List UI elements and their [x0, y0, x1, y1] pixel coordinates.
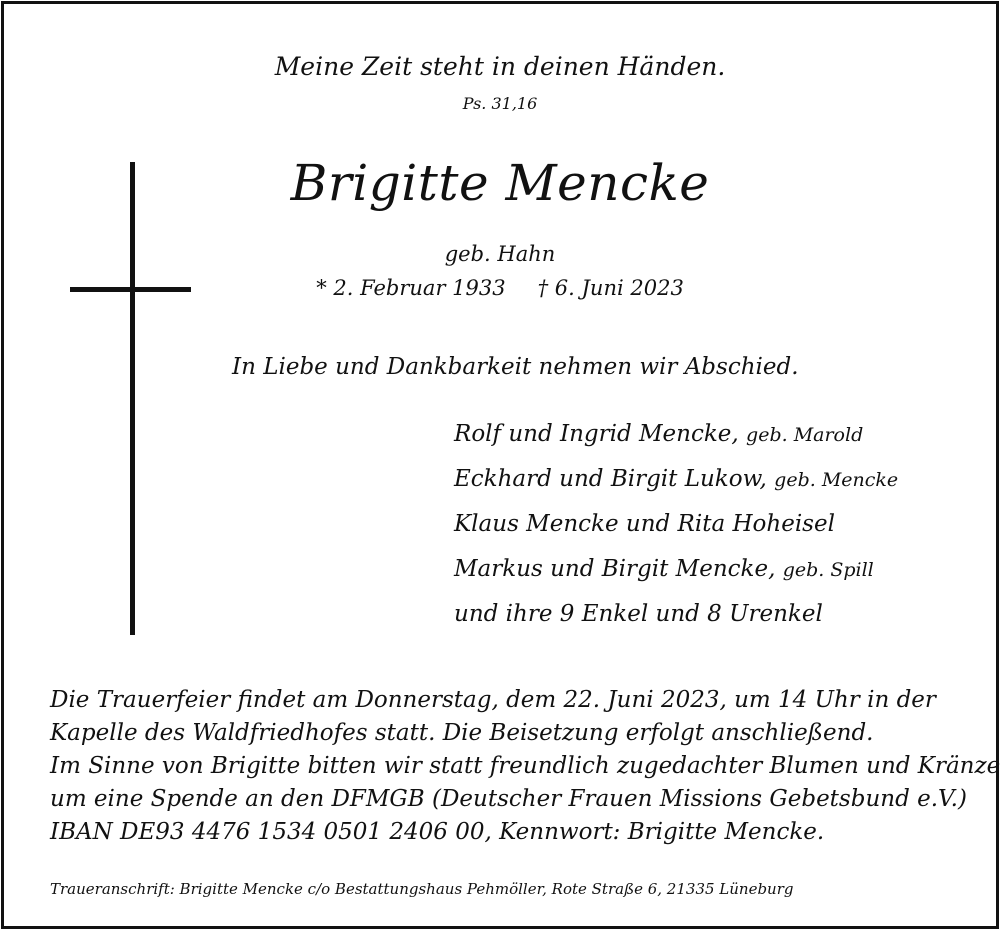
mourners-list — [454, 414, 898, 639]
donation-line: Im Sinne von Brigitte bitten wir statt freundlich zugedachter Blumen und Kränze — [50, 753, 1000, 779]
farewell-text: In Liebe und Dankbarkeit nehmen wir Abschied. — [232, 354, 799, 380]
mourner-line — [454, 414, 898, 459]
mourner-names: Klaus Mencke und Rita Hoheisel — [454, 511, 835, 537]
mourner-note: geb. Mencke — [774, 469, 899, 491]
death-date: † 6. Juni 2023 — [537, 276, 684, 300]
iban-line: IBAN DE93 4476 1534 0501 2406 00, Kennwort: Brigitte Mencke. — [50, 819, 825, 845]
birth-date: * 2. Februar 1933 — [316, 276, 506, 300]
mourner-note: geb. Marold — [746, 424, 864, 446]
mourner-line — [454, 594, 898, 639]
ceremony-line: Kapelle des Waldfriedhofes statt. Die Beisetzung erfolgt anschließend. — [50, 720, 874, 746]
cross-icon — [130, 162, 135, 635]
life-dates — [4, 276, 996, 300]
mourner-line — [454, 459, 898, 504]
mourning-address: Traueranschrift: Brigitte Mencke c/o Bestattungshaus Pehmöller, Rote Straße 6, 21335 Lüneburg — [50, 880, 794, 898]
psalm-reference: Ps. 31,16 — [462, 94, 538, 113]
motto: Meine Zeit steht in deinen Händen. — [274, 52, 726, 81]
obituary-notice — [1, 1, 999, 929]
ceremony-info — [50, 684, 1000, 849]
ceremony-line: Die Trauerfeier findet am Donnerstag, dem 22. Juni 2023, um 14 Uhr in der — [50, 687, 936, 713]
mourner-line — [454, 549, 898, 594]
mourner-note: geb. Spill — [782, 559, 874, 581]
mourner-line — [454, 504, 898, 549]
donation-line: um eine Spende an den DFMGB (Deutscher Frauen Missions Gebetsbund e.V.) — [50, 786, 967, 812]
mourner-names: Eckhard und Birgit Lukow, — [454, 466, 767, 492]
mourner-names: Markus und Birgit Mencke, — [454, 556, 776, 582]
maiden-name: geb. Hahn — [444, 242, 556, 266]
mourner-names: und ihre 9 Enkel und 8 Urenkel — [454, 601, 823, 627]
mourner-names: Rolf und Ingrid Mencke, — [454, 421, 739, 447]
deceased-name: Brigitte Mencke — [290, 154, 710, 212]
